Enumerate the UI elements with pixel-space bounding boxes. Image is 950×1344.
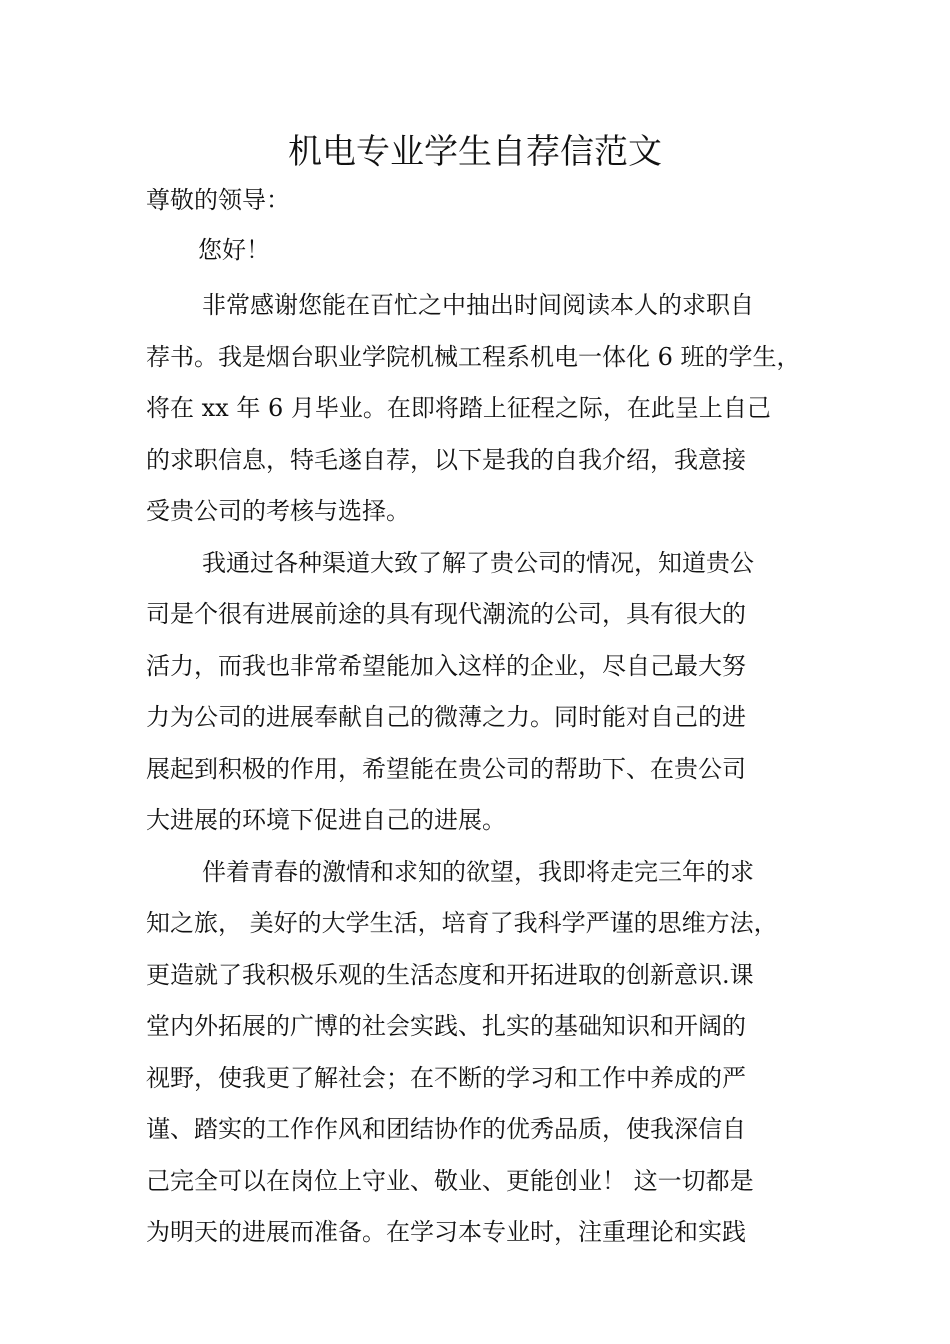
text-line: 我通过各种渠道大致了解了贵公司的情况，知道贵公: [202, 548, 754, 577]
text-line: 更造就了我积极乐观的生活态度和开拓进取的创新意识.课: [146, 960, 754, 989]
text-line: 大进展的环境下促进自己的进展。: [146, 806, 506, 834]
salutation: 尊敬的领导：: [146, 186, 290, 214]
paragraph-education: [146, 847, 826, 1259]
text-line: 己完全可以在岗位上守业、敬业、更能创业！ 这一切都是: [146, 1166, 754, 1195]
paragraph-gratitude: [146, 280, 826, 538]
text-line: 伴着青春的激情和求知的欲望，我即将走完三年的求: [202, 857, 754, 886]
text-line: 司是个很有进展前途的具有现代潮流的公司，具有很大的: [146, 600, 746, 628]
text-line: 荐书。我是烟台职业学院机械工程系机电一体化 6 班的学生，: [146, 342, 801, 371]
letter-body: [146, 280, 826, 1259]
text-line: 为明天的进展而准备。在学习本专业时，注重理论和实践: [146, 1218, 746, 1246]
document-title: 机电专业学生自荐信范文: [288, 132, 662, 172]
text-line: 力为公司的进展奉献自己的微薄之力。同时能对自己的进: [146, 703, 746, 731]
text-line: 的求职信息，特毛遂自荐，以下是我的自我介绍，我意接: [146, 445, 746, 474]
text-line: 知之旅， 美好的大学生活，培育了我科学严谨的思维方法，: [146, 909, 778, 937]
text-line: 谨、踏实的工作作风和团结协作的优秀品质，使我深信自: [146, 1115, 746, 1143]
text-line: 视野，使我更了解社会；在不断的学习和工作中养成的严: [146, 1063, 746, 1092]
text-line: 堂内外拓展的广博的社会实践、扎实的基础知识和开阔的: [146, 1012, 746, 1040]
text-line: 非常感谢您能在百忙之中抽出时间阅读本人的求职自: [202, 291, 754, 319]
text-line: 将在 xx 年 6 月毕业。在即将踏上征程之际，在此呈上自己: [146, 394, 771, 422]
paragraph-company: [146, 538, 826, 847]
text-line: 展起到积极的作用，希望能在贵公司的帮助下、在贵公司: [146, 754, 746, 783]
text-line: 活力，而我也非常希望能加入这样的企业，尽自己最大努: [146, 651, 746, 680]
text-line: 受贵公司的考核与选择。: [146, 497, 410, 525]
greeting: 您好！: [198, 236, 270, 264]
